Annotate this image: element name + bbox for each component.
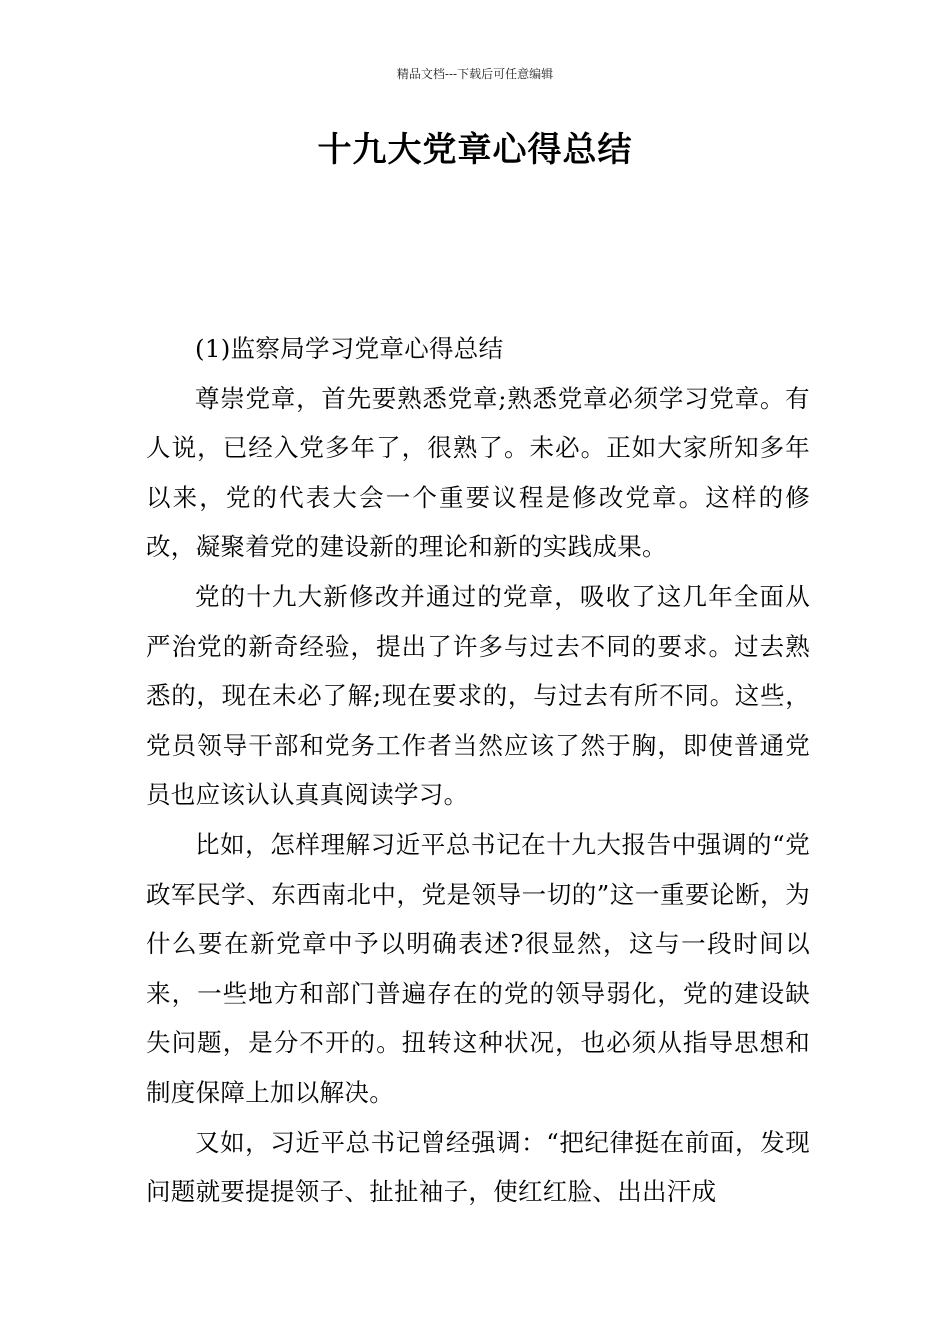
document-body [146, 324, 810, 1217]
section-heading: (1)监察局学习党章心得总结 [195, 334, 504, 363]
paragraph-2: 党的十九大新修改并通过的党章，吸收了这几年全面从严治党的新奇经验，提出了许多与过去不同的要求。过去熟悉的，现在未必了解;现在要求的，与过去有所不同。这些，党员领导干部和党务工作者当然应该了然于胸，即使普通党员也应该认认真真阅读学习。 [146, 581, 810, 810]
paragraph-4: 又如，习近平总书记曾经强调：“把纪律挺在前面，发现问题就要提提领子、扯扯袖子，使红红脸、出出汗成 [146, 1127, 810, 1207]
document-title: 十九大党章心得总结 [317, 130, 633, 170]
paragraph-3: 比如，怎样理解习近平总书记在十九大报告中强调的“党政军民学、东西南北中，党是领导一切的”这一重要论断，为什么要在新党章中予以明确表述?很显然，这与一段时间以来，一些地方和部门普遍存在的党的领导弱化，党的建设缺失问题，是分不开的。扭转这种状况，也必须从指导思想和制度保障上加以解决。 [146, 829, 810, 1107]
header-note: 精品文档---下载后可任意编辑 [396, 67, 554, 81]
paragraph-1: 尊崇党章，首先要熟悉党章;熟悉党章必须学习党章。有人说，已经入党多年了，很熟了。未必。正如大家所知多年以来，党的代表大会一个重要议程是修改党章。这样的修改，凝聚着党的建设新的理论和新的实践成果。 [146, 383, 810, 562]
